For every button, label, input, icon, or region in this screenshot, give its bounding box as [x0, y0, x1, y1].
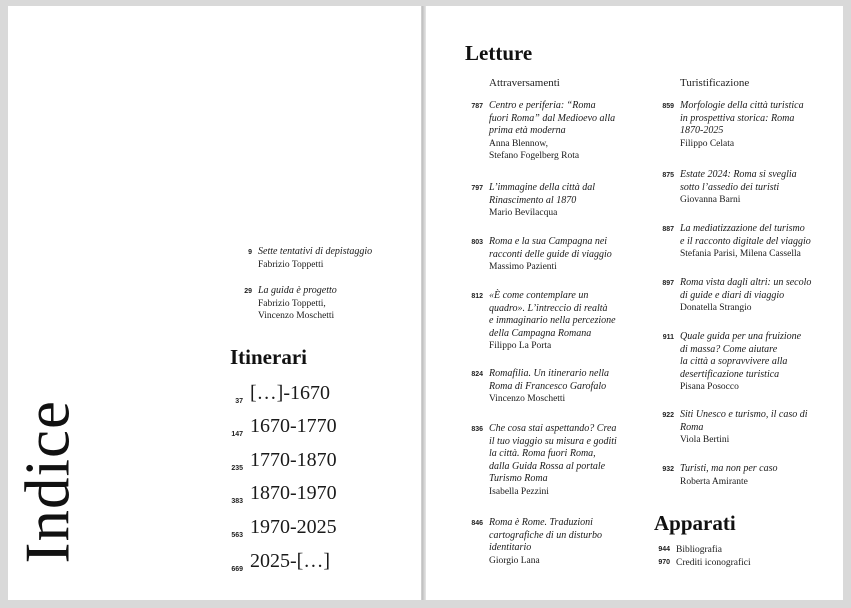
page-number: 911 [662, 334, 674, 341]
entry-title-line: Siti Unesco e turismo, il caso di [680, 409, 808, 420]
entry-title-line: e immaginario nella percezione [489, 315, 616, 326]
toc-entry[interactable] [662, 463, 778, 488]
page-number: 846 [471, 520, 483, 527]
page-number: 859 [662, 103, 674, 110]
apparati-title: Apparati [654, 511, 736, 535]
entry-author: Filippo Celata [680, 138, 735, 149]
entry-title-line: e il racconto digitale del viaggio [680, 235, 811, 247]
entry-author: Viola Bertini [680, 435, 730, 445]
entry-author: Roberta Amirante [680, 476, 748, 487]
page-number: 147 [231, 431, 243, 438]
toc-entry[interactable] [471, 368, 609, 406]
page-number: 787 [471, 103, 483, 110]
entry-title-line: in prospettiva storica: Roma [680, 112, 795, 124]
toc-entry[interactable] [471, 236, 612, 274]
entry-title-line: Roma [680, 421, 704, 433]
itinerari-title: Itinerari [230, 345, 307, 369]
page-number: 897 [662, 280, 674, 287]
letture-title: Letture [465, 41, 533, 65]
entry-title-line: Turismo Roma [489, 473, 548, 484]
entry-title-line: identitario [489, 542, 532, 553]
entry-title-line: Estate 2024: Roma si sveglia [680, 169, 797, 180]
entry-author: Massimo Pazienti [489, 262, 557, 272]
entry-title-line: Centro e periferia: “Roma [489, 100, 596, 111]
toc-entry[interactable] [662, 409, 808, 447]
entry-title-line: la città. Roma fuori Roma, [489, 448, 596, 459]
page-number: 824 [471, 371, 483, 378]
page-number: 970 [658, 559, 670, 566]
itinerario-item[interactable] [231, 448, 337, 472]
entry-title-line: La mediatizzazione del turismo [680, 223, 805, 234]
page-number: 836 [471, 426, 483, 433]
page-number: 944 [658, 546, 670, 553]
itinerario-label: 1970-2025 [250, 516, 337, 538]
entry-title-line: prima età moderna [489, 125, 566, 136]
page-number: 797 [471, 185, 483, 192]
entry-title-line: quadro». L’intreccio di realtà [489, 302, 608, 314]
toc-entry[interactable] [471, 517, 603, 567]
toc-entry[interactable] [471, 182, 596, 220]
page-number: 922 [662, 412, 674, 419]
toc-entry[interactable] [471, 100, 616, 163]
itinerario-label: […]-1670 [250, 382, 330, 404]
entry-author: Stefano Fogelberg Rota [489, 151, 580, 161]
entry-title-line: il tuo viaggio su misura e goditi [489, 435, 617, 447]
entry-title-line: dalla Guida Rossa al portale [489, 460, 606, 472]
toc-entry[interactable] [248, 246, 373, 271]
page-number: 563 [231, 532, 243, 539]
itinerario-label: 2025-[…] [250, 550, 330, 572]
entry-title-line: Roma di Francesco Garofalo [489, 380, 607, 392]
entry-title-line: «È come contemplare un [489, 290, 589, 301]
entry-title-line: La guida è progetto [258, 285, 337, 296]
page-number: 9 [248, 249, 252, 256]
page-number: 812 [471, 293, 483, 300]
toc-entry[interactable] [244, 285, 337, 323]
page-number: 235 [231, 465, 243, 472]
toc-entry[interactable] [471, 290, 616, 353]
indice-title: Indice [12, 400, 83, 564]
itinerario-item[interactable] [231, 515, 337, 539]
itinerario-item[interactable] [231, 414, 337, 438]
entry-author: Filippo La Porta [489, 341, 552, 351]
entry-title-line: Roma e la sua Campagna nei [489, 236, 608, 247]
itinerario-item[interactable] [235, 381, 330, 405]
page-number: 875 [662, 172, 674, 179]
toc-entry[interactable] [471, 423, 617, 498]
entry-author: Donatella Strangio [680, 303, 752, 313]
entry-title-line: della Campagna Romana [489, 327, 592, 339]
entry-title-line: Quale guida per una fruizione [680, 331, 802, 342]
page-number: 383 [231, 498, 243, 505]
entry-author: Vincenzo Moschetti [489, 394, 566, 404]
entry-title-line: la città a sopravvivere alla [680, 356, 788, 367]
entry-title-line: Rinascimento al 1870 [489, 194, 577, 206]
entry-title-line: racconti delle guide di viaggio [489, 248, 612, 260]
toc-entry[interactable] [662, 331, 802, 394]
page-number: 932 [662, 466, 674, 473]
apparati-item[interactable] [658, 558, 751, 568]
toc-entry[interactable] [662, 100, 804, 150]
entry-author: Vincenzo Moschetti [258, 311, 335, 321]
entry-title-line: fuori Roma” dal Medioevo alla [489, 112, 616, 124]
toc-entry[interactable] [662, 169, 797, 207]
apparati-label: Bibliografia [676, 545, 722, 555]
entry-title-line: Turisti, ma non per caso [680, 463, 778, 474]
entry-title-line: L’immagine della città dal [489, 182, 596, 193]
toc-entry[interactable] [662, 223, 811, 261]
entry-title-line: Roma è Rome. Traduzioni [489, 517, 593, 528]
entry-title-line: Che cosa stai aspettando? Crea [489, 423, 617, 434]
entry-author: Mario Bevilacqua [489, 208, 558, 218]
column-head-attraversamenti: Attraversamenti [489, 77, 560, 89]
entry-author: Fabrizio Toppetti [258, 259, 324, 270]
entry-author: Isabella Pezzini [489, 486, 549, 497]
page-number: 887 [662, 226, 674, 233]
entry-author: Anna Blennow, [489, 138, 549, 149]
itinerario-label: 1670-1770 [250, 415, 337, 437]
entry-title-line: Sette tentativi di depistaggio [258, 246, 373, 257]
itinerario-item[interactable] [231, 549, 330, 573]
apparati-item[interactable] [658, 545, 722, 555]
entry-title-line: Romafilia. Un itinerario nella [489, 368, 609, 379]
itinerario-label: 1770-1870 [250, 449, 337, 471]
apparati-label: Crediti iconografici [676, 558, 751, 568]
page-number: 37 [235, 398, 243, 405]
entry-author: Fabrizio Toppetti, [258, 298, 326, 309]
itinerario-label: 1870-1970 [250, 482, 337, 504]
entry-title-line: cartografiche di un disturbo [489, 529, 603, 541]
entry-author: Stefania Parisi, Milena Cassella [680, 249, 801, 259]
page-number: 29 [244, 288, 252, 295]
entry-title-line: di guide e diari di viaggio [680, 289, 785, 301]
entry-title-line: desertificazione turistica [680, 368, 780, 380]
itinerario-item[interactable] [231, 481, 337, 505]
page-number: 669 [231, 566, 243, 573]
entry-title-line: sotto l’assedio dei turisti [680, 181, 780, 193]
toc-entry[interactable] [662, 277, 812, 315]
entry-title-line: Morfologie della città turistica [680, 100, 804, 111]
entry-author: Giorgio Lana [489, 555, 540, 566]
column-head-turistificazione: Turistificazione [680, 77, 750, 89]
entry-title-line: 1870-2025 [680, 125, 724, 136]
entry-author: Pisana Posocco [680, 382, 739, 392]
entry-author: Giovanna Barni [680, 195, 741, 205]
page-number: 803 [471, 239, 483, 246]
entry-title-line: Roma vista dagli altri: un secolo [680, 277, 812, 288]
entry-title-line: di massa? Come aiutare [680, 343, 778, 355]
